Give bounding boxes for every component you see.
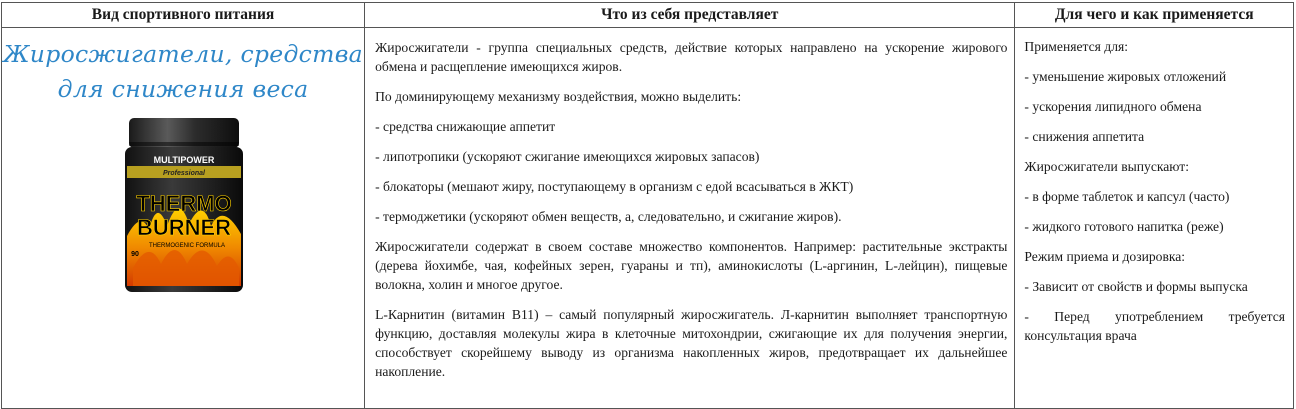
usage-line: - Перед употреблением требуется консультация врача: [1024, 309, 1285, 343]
product-sub: Professional: [162, 170, 206, 177]
product-brand: MULTIPOWER: [153, 155, 215, 165]
category-title: [2, 37, 364, 107]
header-type: Вид спортивного питания: [2, 3, 365, 28]
usage-cell: [1015, 28, 1294, 409]
description-paragraph: - блокаторы (мешают жиру, поступающему в организм с едой всасываться в ЖКТ): [375, 179, 854, 194]
header-row: [2, 3, 1294, 28]
product-name-line1: THERMO: [136, 191, 232, 216]
product-count: 90: [131, 251, 139, 258]
usage-line: Применяется для:: [1024, 39, 1129, 54]
usage-line: Жиросжигатели выпускают:: [1024, 159, 1189, 174]
usage-line: - в форме таблеток и капсул (часто): [1024, 189, 1230, 204]
product-name-line2: BURNER: [136, 215, 232, 240]
usage-line: - жидкого готового напитка (реже): [1024, 219, 1224, 234]
description-cell: [365, 28, 1015, 409]
usage-line: - снижения аппетита: [1024, 129, 1145, 144]
category-title-line2: для снижения веса: [57, 75, 309, 103]
usage-line: - ускорения липидного обмена: [1024, 99, 1202, 114]
description-paragraph: L-Карнитин (витамин В11) – самый популярный жиросжигатель. Л-карнитин выполняет транспортную функцию, доставляя молекулы жира в клеточные митохондрии, сжигающие их для получения энергии, способствует скорейшему выводу из организма накопленных жиров, предотвращает их дальнейшее накопление.: [375, 307, 1008, 379]
usage-line: - уменьшение жировых отложений: [1024, 69, 1227, 84]
description-paragraph: - термоджетики (ускоряют обмен веществ, а, следовательно, и сжигание жиров).: [375, 209, 842, 224]
description-paragraph: По доминирующему механизму воздействия, можно выделить:: [375, 89, 742, 104]
header-description: Что из себя представляет: [365, 3, 1015, 28]
category-title-line1: Жиросжигатели, средства: [3, 40, 363, 68]
usage-line: Режим приема и дозировка:: [1024, 249, 1186, 264]
description-paragraph: Жиросжигатели содержат в своем составе множество компонентов. Например: растительные экстракты (дерева йохимбе, чая, кофейных зерен, гуараны и тп), аминокислоты (L-аргинин, L-лейцин), пищевые волокна, холин и многое другое.: [375, 239, 1008, 292]
usage-line: - Зависит от свойств и формы выпуска: [1024, 279, 1248, 294]
header-usage: Для чего и как применяется: [1015, 3, 1294, 28]
product-tagline: THERMOGENIC FORMULA: [148, 243, 226, 249]
product-jar-image: [123, 118, 245, 294]
description-paragraph: Жиросжигатели - группа специальных средств, действие которых направлено на ускорение жирового обмена и расщепление имеющихся жиров.: [375, 40, 1008, 74]
description-paragraph: - липотропики (ускоряют сжигание имеющихся жировых запасов): [375, 149, 760, 164]
description-paragraph: - средства снижающие аппетит: [375, 119, 556, 134]
